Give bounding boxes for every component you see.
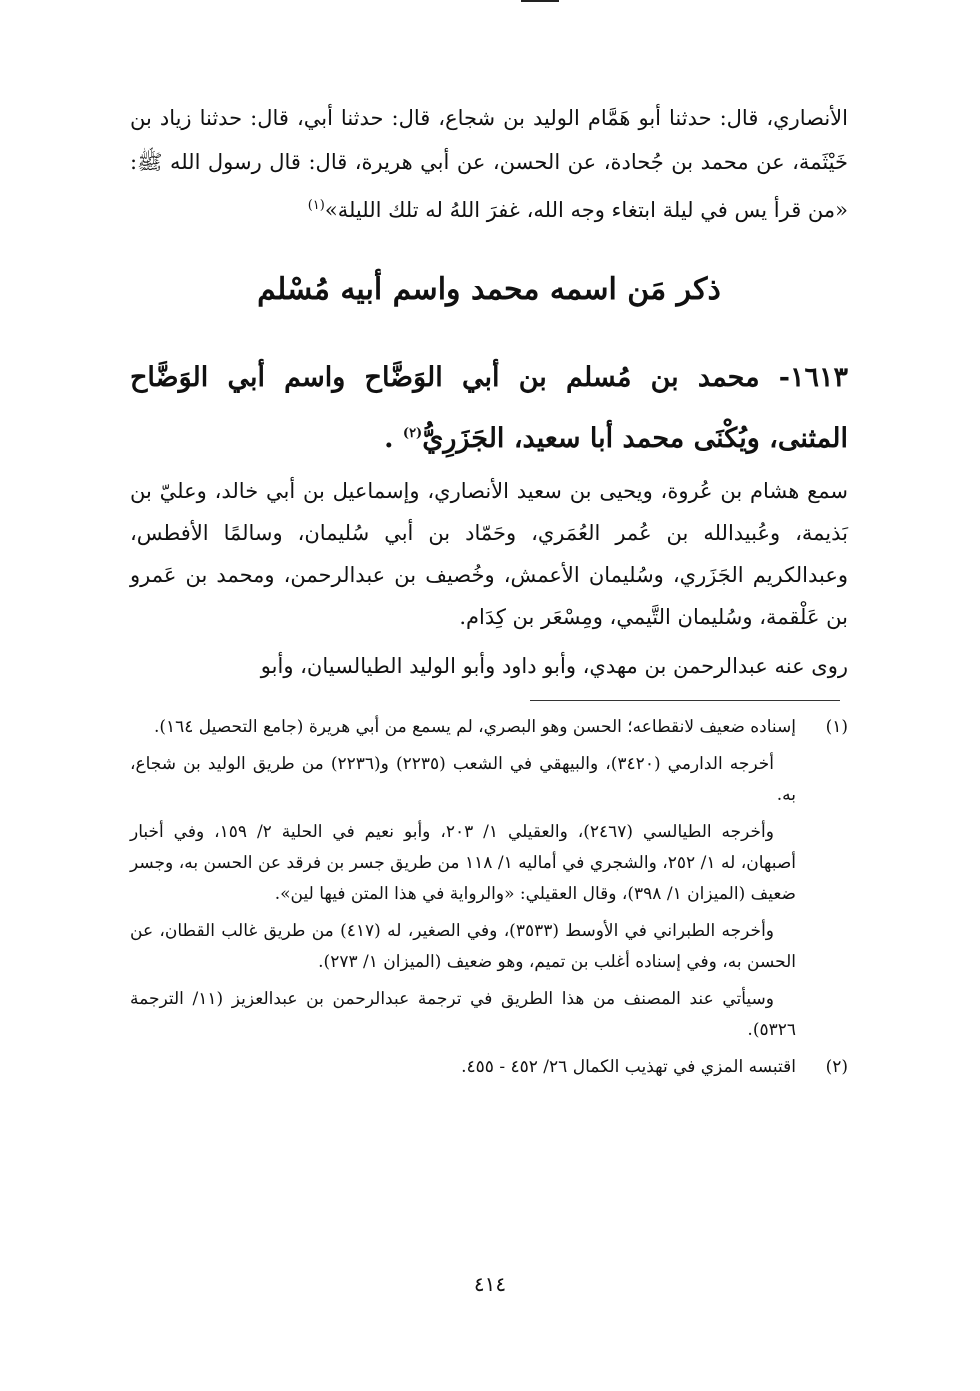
footnote-1 [130, 712, 848, 1052]
footnote-paragraph: إسناده ضعيف لانقطاعه؛ الحسن وهو البصري، لم يسمع من أبي هريرة (جامع التحصيل ١٦٤). [153, 717, 796, 737]
footnote-ref-2: (٢) [402, 426, 423, 441]
footnote-paragraph: وسيأتي عند المصنف من هذا الطريق في ترجمة عبدالرحمن بن عبدالعزيز (١١/ الترجمة ٥٣٢٦). [130, 989, 796, 1040]
footnote-paragraph: وأخرجه الطيالسي (٢٤٦٧)، والعقيلي ١/ ٢٠٣، وأبو نعيم في الحلية ٢/ ١٥٩، وفي أخبار أصبهان، له ١/ ٢٥٢، والشجري في أماليه ١/ ١١٨ من طريق جسر بن فرقد عن الحسن به، وجسر ضعيف (الميزان ١/ ٣٩٨)، وقال العقيلي: «والرواية في هذا المتن فيها لين». [130, 822, 796, 904]
footnote-number: (١) [825, 717, 848, 737]
footnote-paragraph: اقتبسه المزي في تهذيب الكمال ٢٦/ ٤٥٢ - ٤٥٥. [461, 1057, 796, 1077]
footnote-number: (٢) [825, 1057, 848, 1077]
footnote-separator [530, 700, 840, 701]
opening-paragraph [130, 96, 848, 232]
students-paragraph: روى عنه عبدالرحمن بن مهدي، وأبو داود وأبو الوليد الطيالسيان، وأبو [260, 654, 848, 678]
biography-entry-title: ١٦١٣- محمد بن مُسلم بن أبي الوَضَّاح واسم أبي الوَضَّاح المثنى، ويُكْنَى محمد أبا سعيد، الجَزَرِيُّ$^{(٢)}$ . [130, 362, 848, 454]
footnote-paragraph: أخرجه الدارمي (٣٤٢٠)، والبيهقي في الشعب (٢٢٣٥) و(٢٢٣٦) من طريق الوليد بن شجاع، به. [130, 754, 796, 805]
entry-title-text: ١٦١٣- محمد بن مُسلم بن أبي الوَضَّاح واسم أبي الوَضَّاح المثنى، ويُكْنَى محمد أبا سعيد، الجَزَرِيُّ [130, 362, 848, 454]
footnote-paragraph: وأخرجه الطبراني في الأوسط (٣٥٣٣)، وفي الصغير، له (٤١٧) من طريق غالب القطان، عن الحسن به، وفي إسناده أغلب بن تميم، وهو ضعيف (الميزان ١/ ٢٧٣). [130, 921, 796, 972]
footnote-2 [130, 1052, 848, 1089]
footnote-body [130, 712, 796, 1052]
scan-mark [521, 0, 559, 2]
footnote-ref-1: (١) [307, 198, 325, 213]
page-number: ٤١٤ [473, 1272, 507, 1296]
footnote-body [130, 1052, 796, 1089]
opening-paragraph-text: الأنصاري، قال: حدثنا أبو هَمَّام الوليد بن شجاع، قال: حدثنا أبي، قال: حدثنا زياد بن خَيْثَمة، عن محمد بن جُحادة، عن الحسن، عن أبي هريرة، قال: قال رسول الله ﷺ: «من قرأ يس في ليلة ابتغاء وجه الله، غفرَ اللهُ له تلك الليلة» [130, 106, 848, 222]
footnotes [130, 712, 848, 1089]
teachers-paragraph: سمع هشام بن عُروة، ويحيى بن سعيد الأنصاري، وإسماعيل بن أبي خالد، وعليّ بن بَذيمة، وعُبيدالله بن عُمر العُمَري، وحَمّاد بن أبي سُليمان، وسالمًا الأفطس، وعبدالكريم الجَزَري، وسُليمان الأعمش، وخُصيف بن عبدالرحمن، ومحمد بن عَمرو بن عَلْقمة، وسُليمان التَّيمي، ومِسْعَر بن كِدَام. [130, 479, 848, 629]
section-heading: ذكر مَن اسمه محمد واسم أبيه مُسْلم [257, 272, 721, 307]
